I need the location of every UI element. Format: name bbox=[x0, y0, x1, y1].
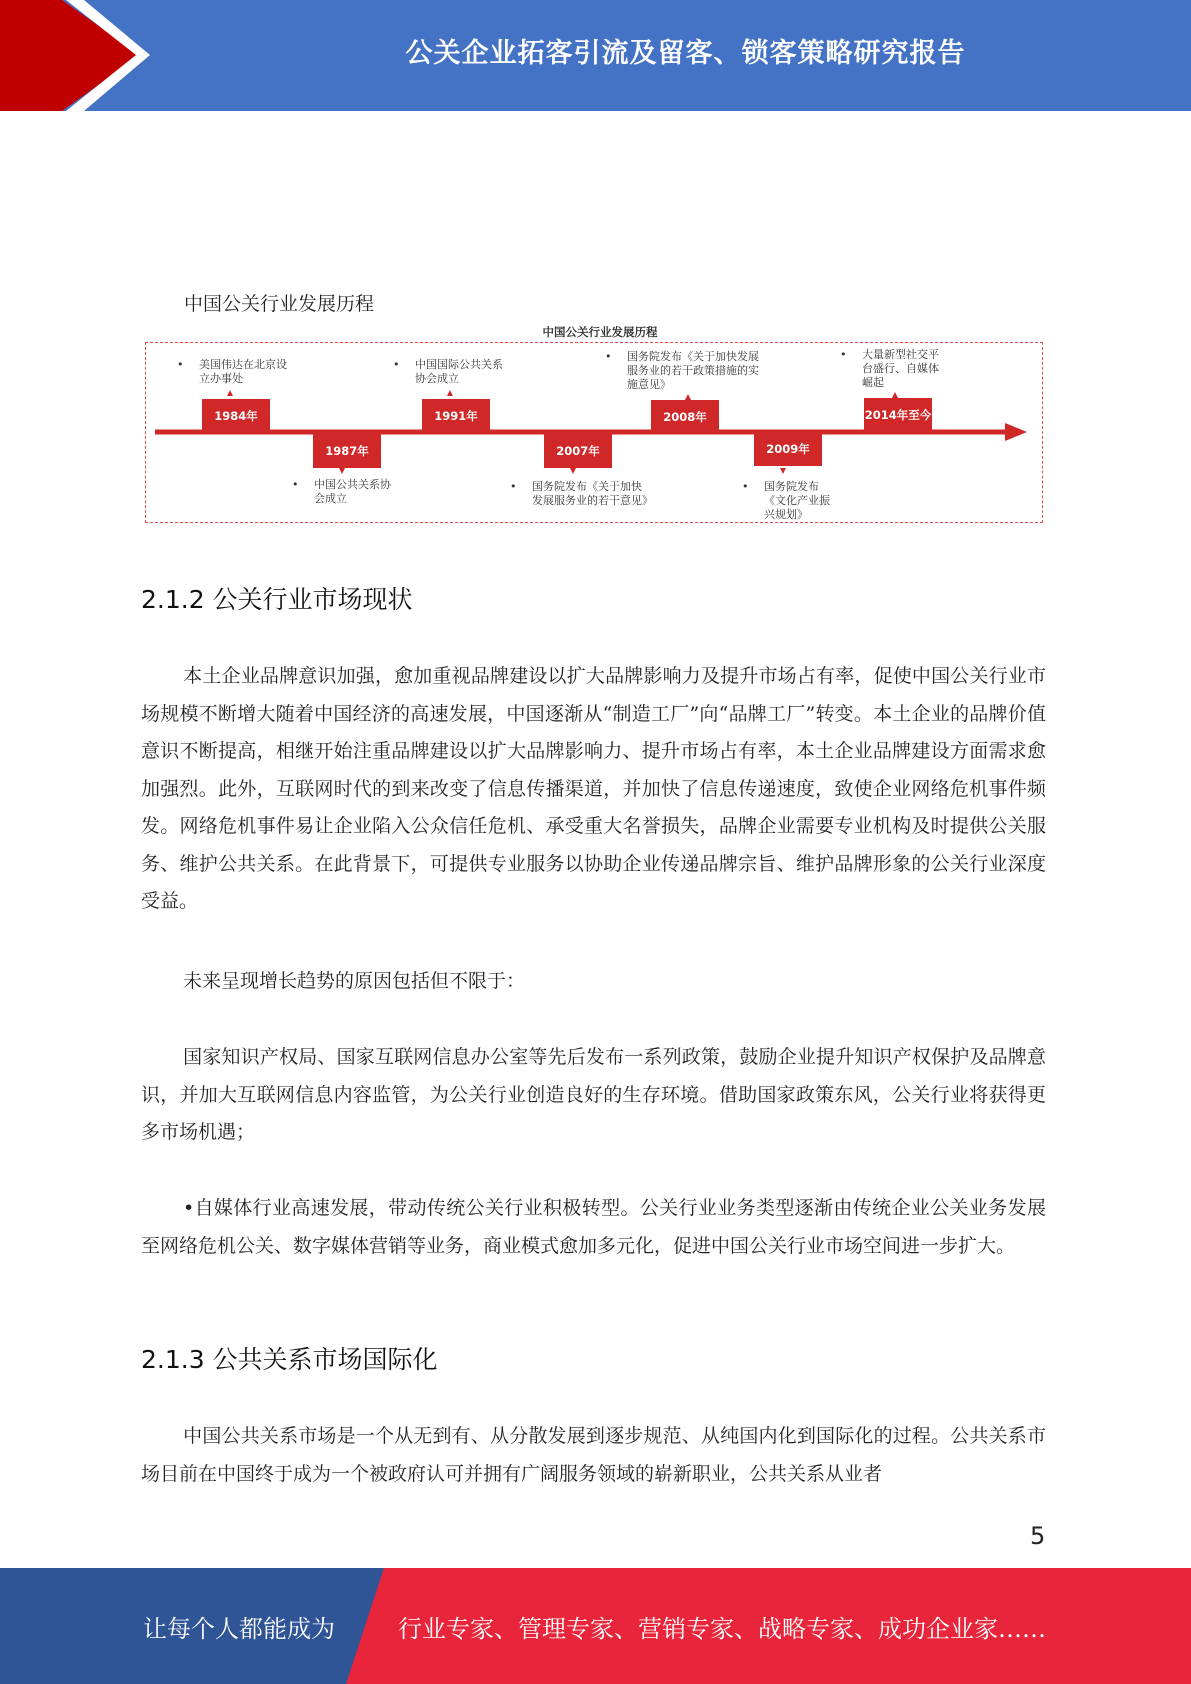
year-badge-1984: 1984年 bbox=[202, 399, 270, 433]
bullet-icon: • bbox=[742, 480, 749, 493]
section-heading-2-1-3: 2.1.3 公共关系市场国际化 bbox=[141, 1345, 438, 1374]
page-number: 5 bbox=[1030, 1522, 1046, 1550]
bullet-icon: • bbox=[840, 348, 847, 361]
paragraph: 国家知识产权局、国家互联网信息办公室等先后发布一系列政策，鼓励企业提升知识产权保护及品牌意识，并加大互联网信息内容监管，为公关行业创造良好的生存环境。借助国家政策东风，公关行业将获得更多市场机遇； bbox=[141, 1046, 1046, 1143]
year-badge-2009: 2009年 bbox=[754, 432, 822, 466]
year-badge-2007: 2007年 bbox=[544, 434, 612, 468]
page-footer bbox=[0, 1568, 1191, 1684]
event-text-2007: 国务院发布《关于加快发展服务业的若干意见》 bbox=[532, 480, 653, 507]
paragraph: 本土企业品牌意识加强，愈加重视品牌建设以扩大品牌影响力及提升市场占有率，促使中国公关行业市场规模不断增大随着中国经济的高速发展，中国逐渐从“制造工厂”向“品牌工厂”转变。本土企业的品牌价值意识不断提高，相继开始注重品牌建设以扩大品牌影响力、提升市场占有率，本土企业品牌建设方面需求愈加强烈。此外，互联网时代的到来改变了信息传播渠道，并加快了信息传递速度，致使企业网络危机事件频发。网络危机事件易让企业陷入公众信任危机、承受重大名誉损失，品牌企业需要专业机构及时提供公关服务、维护公共关系。在此背景下，可提供专业服务以协助企业传递品牌宗旨、维护品牌形象的公关行业深度受益。 bbox=[141, 665, 1046, 912]
bullet-icon: • bbox=[292, 478, 299, 491]
report-title: 公关企业拓客引流及留客、锁客策略研究报告 bbox=[405, 37, 966, 69]
section-heading-2-1-2: 2.1.2 公关行业市场现状 bbox=[141, 585, 413, 614]
figure-caption: 中国公关行业发展历程 bbox=[184, 293, 375, 315]
event-text-2008: 国务院发布《关于加快发展服务业的若干政策措施的实施意见》 bbox=[627, 350, 759, 391]
bullet-icon: • bbox=[177, 358, 184, 371]
paragraph: 未来呈现增长趋势的原因包括但不限于： bbox=[183, 970, 526, 992]
event-text-2009: 国务院发布《文化产业振兴规划》 bbox=[764, 480, 830, 521]
year-badge-2008: 2008年 bbox=[651, 400, 719, 434]
paragraph: 中国公共关系市场是一个从无到有、从分散发展到逐步规范、从纯国内化到国际化的过程。公共关系市场目前在中国终于成为一个被政府认可并拥有广阔服务领域的崭新职业，公共关系从业者 bbox=[141, 1425, 1046, 1485]
footer-slogan-left: 让每个人都能成为 bbox=[143, 1614, 335, 1643]
footer-slogan-right: 行业专家、管理专家、营销专家、战略专家、成功企业家…… bbox=[398, 1614, 1046, 1643]
event-text-1991: 中国国际公共关系协会成立 bbox=[415, 358, 503, 385]
timeline-title: 中国公关行业发展历程 bbox=[542, 325, 658, 339]
event-text-1984: 美国伟达在北京设立办事处 bbox=[199, 358, 287, 385]
page-header bbox=[0, 0, 1191, 111]
bullet-icon: • bbox=[605, 350, 612, 363]
paragraph: •自媒体行业高速发展，带动传统公关行业积极转型。公关行业业务类型逐渐由传统企业公关业务发展至网络危机公关、数字媒体营销等业务，商业模式愈加多元化，促进中国公关行业市场空间进一步扩大。 bbox=[141, 1197, 1046, 1257]
event-text-2014: 大量新型社交平台盛行、自媒体崛起 bbox=[862, 348, 939, 389]
year-badge-1987: 1987年 bbox=[313, 434, 381, 468]
bullet-icon: • bbox=[393, 358, 400, 371]
year-badge-2014: 2014年至今 bbox=[864, 398, 932, 432]
event-text-1987: 中国公共关系协会成立 bbox=[314, 478, 391, 505]
bullet-icon: • bbox=[510, 480, 517, 493]
year-badge-1991: 1991年 bbox=[422, 399, 490, 433]
header-arrow-decoration bbox=[0, 0, 160, 111]
